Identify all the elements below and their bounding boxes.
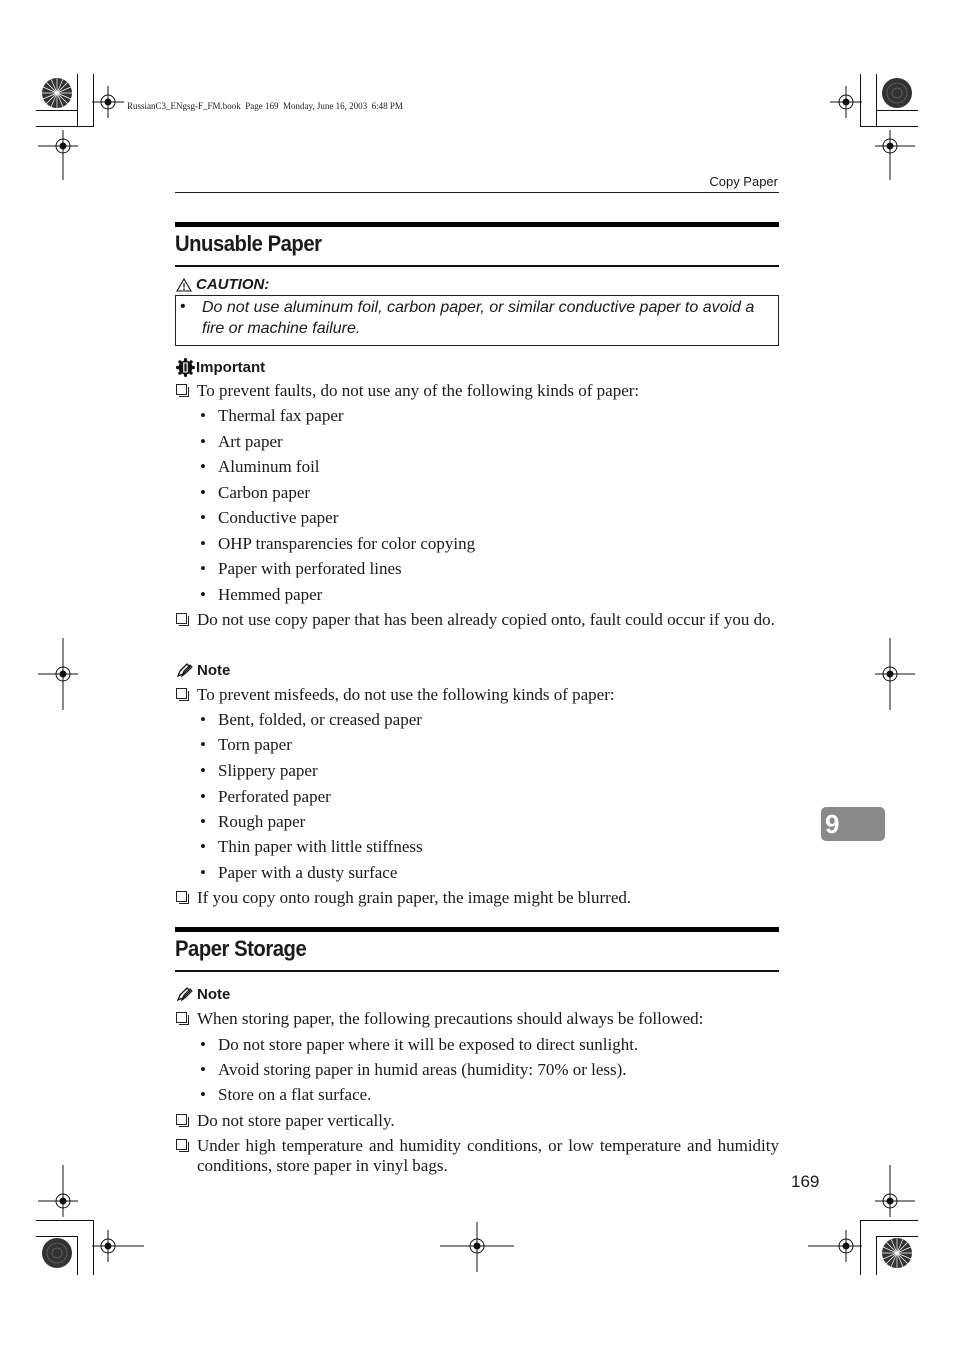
checkbox-bullet-icon bbox=[176, 1139, 187, 1150]
section-bar bbox=[175, 222, 779, 227]
list-item bbox=[176, 1111, 779, 1131]
caution-label: CAUTION: bbox=[196, 276, 270, 293]
list-item: • Art paper bbox=[200, 432, 283, 451]
checkbox-bullet-icon bbox=[176, 384, 187, 395]
checkbox-bullet-icon bbox=[176, 1114, 187, 1125]
list-item: • Paper with perforated lines bbox=[200, 559, 402, 578]
important-badge-icon bbox=[176, 358, 195, 377]
list-item: • Thermal fax paper bbox=[200, 406, 344, 425]
item-text: Paper with a dusty surface bbox=[218, 863, 398, 882]
book-info: RussianC3_ENgsg-F_FM.book Page 169 Monday, June 16, 2003 6:48 PM bbox=[127, 101, 403, 111]
item-text: Rough paper bbox=[218, 812, 306, 831]
item-text: Torn paper bbox=[218, 735, 292, 754]
list-item bbox=[176, 1009, 779, 1029]
list-item bbox=[176, 610, 779, 630]
crosshair-icon bbox=[865, 638, 915, 710]
list-item: • Perforated paper bbox=[200, 787, 331, 806]
list-item: • Torn paper bbox=[200, 735, 292, 754]
item-text: Do not use copy paper that has been already copied onto, fault could occur if you do. bbox=[197, 610, 775, 629]
important-label: Important bbox=[196, 359, 266, 376]
note-label: Note bbox=[197, 986, 231, 1003]
crosshair-icon bbox=[38, 130, 88, 180]
registration-circle-icon bbox=[880, 76, 914, 110]
list-item: • Avoid storing paper in humid areas (humidity: 70% or less). bbox=[200, 1060, 627, 1079]
list-item: • Do not store paper where it will be exposed to direct sunlight. bbox=[200, 1035, 639, 1054]
section-bar bbox=[175, 927, 779, 932]
item-text: OHP transparencies for color copying bbox=[218, 534, 476, 553]
item-text: To prevent misfeeds, do not use the following kinds of paper: bbox=[197, 685, 615, 704]
list-item: • Paper with a dusty surface bbox=[200, 863, 398, 882]
item-text: Bent, folded, or creased paper bbox=[218, 710, 422, 729]
item-text: Slippery paper bbox=[218, 761, 318, 780]
chapter-tab[interactable]: 9 bbox=[821, 807, 885, 841]
registration-circle-icon bbox=[40, 76, 74, 110]
list-item: • OHP transparencies for color copying bbox=[200, 534, 476, 553]
item-text: Hemmed paper bbox=[218, 585, 323, 604]
item-text: Do not store paper where it will be exposed to direct sunlight. bbox=[218, 1035, 639, 1054]
item-text: Conductive paper bbox=[218, 508, 339, 527]
item-text: Avoid storing paper in humid areas (humidity: 70% or less). bbox=[218, 1060, 627, 1079]
item-text: Do not store paper vertically. bbox=[197, 1111, 395, 1130]
checkbox-bullet-icon bbox=[176, 613, 187, 624]
note-label: Note bbox=[197, 662, 231, 679]
crosshair-icon bbox=[92, 1230, 144, 1262]
crosshair-icon bbox=[865, 1165, 915, 1217]
registration-circle-icon bbox=[40, 1236, 74, 1270]
caution-heading bbox=[176, 276, 269, 293]
item-text: Under high temperature and humidity conditions, or low temperature and humidity conditions, store paper in vinyl bags. bbox=[197, 1136, 779, 1175]
list-item: • Slippery paper bbox=[200, 761, 318, 780]
list-item: • Aluminum foil bbox=[200, 457, 320, 476]
caution-box bbox=[175, 295, 779, 346]
pencil-icon bbox=[176, 663, 193, 678]
caution-bullet: • bbox=[180, 298, 186, 315]
checkbox-bullet-icon bbox=[176, 688, 187, 699]
registration-circle-icon bbox=[880, 1236, 914, 1270]
page-number: 169 bbox=[791, 1172, 820, 1191]
list-item: • Bent, folded, or creased paper bbox=[200, 710, 422, 729]
running-header: Copy Paper bbox=[709, 174, 778, 189]
item-text: Paper with perforated lines bbox=[218, 559, 402, 578]
list-item: • Thin paper with little stiffness bbox=[200, 837, 423, 856]
list-item: • Carbon paper bbox=[200, 483, 311, 502]
list-item bbox=[176, 381, 779, 401]
item-text: Aluminum foil bbox=[218, 457, 320, 476]
list-item: • Hemmed paper bbox=[200, 585, 323, 604]
list-item bbox=[176, 1136, 779, 1176]
list-item bbox=[176, 888, 779, 908]
section-title-unusable: Unusable Paper bbox=[175, 231, 322, 256]
item-text: Thin paper with little stiffness bbox=[218, 837, 423, 856]
section-rule bbox=[175, 265, 779, 267]
item-text: Store on a flat surface. bbox=[218, 1085, 372, 1104]
warning-triangle-icon bbox=[176, 278, 192, 292]
list-item: • Conductive paper bbox=[200, 508, 339, 527]
caution-text: Do not use aluminum foil, carbon paper, or similar conductive paper to avoid a fire or machine failure. bbox=[202, 299, 755, 337]
section-title-storage: Paper Storage bbox=[175, 936, 307, 961]
item-text: Perforated paper bbox=[218, 787, 331, 806]
item-text: Carbon paper bbox=[218, 483, 311, 502]
checkbox-bullet-icon bbox=[176, 1012, 187, 1023]
important-heading bbox=[176, 358, 265, 377]
list-item: • Store on a flat surface. bbox=[200, 1085, 372, 1104]
crosshair-icon bbox=[808, 1230, 862, 1262]
crosshair-icon bbox=[440, 1222, 514, 1272]
item-text: If you copy onto rough grain paper, the image might be blurred. bbox=[197, 888, 632, 907]
note-heading bbox=[176, 662, 230, 679]
list-item bbox=[176, 685, 779, 705]
item-text: Thermal fax paper bbox=[218, 406, 344, 425]
checkbox-bullet-icon bbox=[176, 891, 187, 902]
section-rule bbox=[175, 970, 779, 972]
header-rule bbox=[175, 192, 779, 193]
crosshair-icon bbox=[38, 638, 88, 710]
crosshair-icon bbox=[830, 86, 862, 118]
item-text: To prevent faults, do not use any of the following kinds of paper: bbox=[197, 381, 640, 400]
list-item: • Rough paper bbox=[200, 812, 306, 831]
item-text: When storing paper, the following precautions should always be followed: bbox=[197, 1009, 704, 1028]
pencil-icon bbox=[176, 987, 193, 1002]
item-text: Art paper bbox=[218, 432, 283, 451]
crosshair-icon bbox=[92, 86, 124, 118]
crosshair-icon bbox=[865, 130, 915, 180]
crosshair-icon bbox=[38, 1165, 88, 1217]
note-heading bbox=[176, 986, 230, 1003]
